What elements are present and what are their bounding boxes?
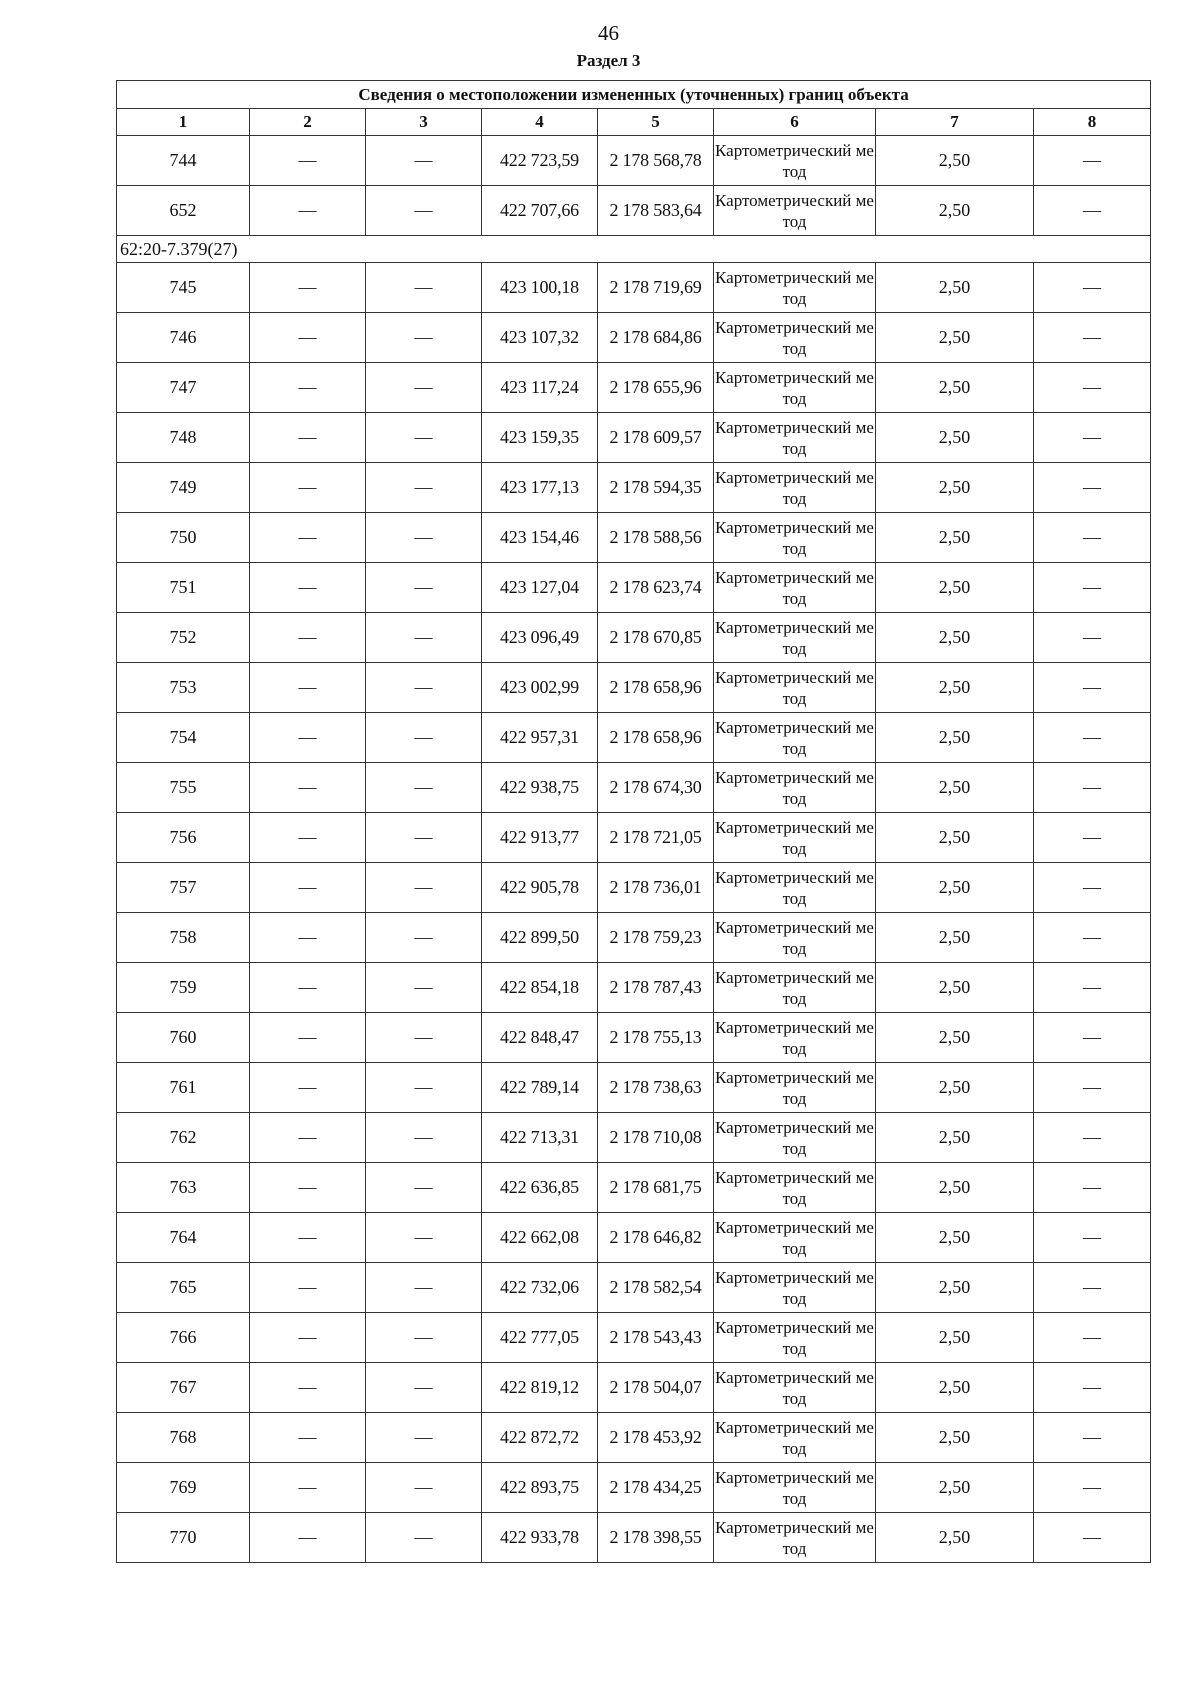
accuracy-cell: 2,50 <box>876 1213 1034 1263</box>
x-coordinate-cell: 422 662,08 <box>482 1213 598 1263</box>
point-number-cell: 652 <box>117 186 250 236</box>
table-row <box>117 863 1151 913</box>
method-cell: Картометрический метод <box>714 413 876 463</box>
col3-cell: — <box>366 313 482 363</box>
method-cell: Картометрический метод <box>714 813 876 863</box>
method-cell: Картометрический метод <box>714 1413 876 1463</box>
method-cell: Картометрический метод <box>714 1363 876 1413</box>
col2-cell: — <box>250 1363 366 1413</box>
y-coordinate-cell: 2 178 453,92 <box>598 1413 714 1463</box>
method-cell: Картометрический метод <box>714 263 876 313</box>
x-coordinate-cell: 422 789,14 <box>482 1063 598 1113</box>
column-header: 1 <box>117 109 250 136</box>
col8-cell: — <box>1034 1263 1151 1313</box>
col2-cell: — <box>250 1063 366 1113</box>
col3-cell: — <box>366 413 482 463</box>
col3-cell: — <box>366 263 482 313</box>
accuracy-cell: 2,50 <box>876 136 1034 186</box>
point-number-cell: 748 <box>117 413 250 463</box>
col2-cell: — <box>250 1313 366 1363</box>
point-number-cell: 765 <box>117 1263 250 1313</box>
method-cell: Картометрический метод <box>714 1063 876 1113</box>
accuracy-cell: 2,50 <box>876 413 1034 463</box>
table-row <box>117 663 1151 713</box>
col8-cell: — <box>1034 613 1151 663</box>
point-number-cell: 763 <box>117 1163 250 1213</box>
table-row <box>117 363 1151 413</box>
accuracy-cell: 2,50 <box>876 1163 1034 1213</box>
point-number-cell: 756 <box>117 813 250 863</box>
table-row <box>117 1213 1151 1263</box>
point-number-cell: 745 <box>117 263 250 313</box>
table-row <box>117 763 1151 813</box>
col8-cell: — <box>1034 263 1151 313</box>
accuracy-cell: 2,50 <box>876 1113 1034 1163</box>
x-coordinate-cell: 422 899,50 <box>482 913 598 963</box>
y-coordinate-cell: 2 178 398,55 <box>598 1513 714 1563</box>
y-coordinate-cell: 2 178 583,64 <box>598 186 714 236</box>
page-number: 46 <box>598 21 619 45</box>
col3-cell: — <box>366 913 482 963</box>
y-coordinate-cell: 2 178 736,01 <box>598 863 714 913</box>
x-coordinate-cell: 422 723,59 <box>482 136 598 186</box>
column-header: 5 <box>598 109 714 136</box>
accuracy-cell: 2,50 <box>876 663 1034 713</box>
method-cell: Картометрический метод <box>714 763 876 813</box>
col3-cell: — <box>366 663 482 713</box>
point-number-cell: 757 <box>117 863 250 913</box>
y-coordinate-cell: 2 178 719,69 <box>598 263 714 313</box>
col8-cell: — <box>1034 1063 1151 1113</box>
column-header: 4 <box>482 109 598 136</box>
col8-cell: — <box>1034 513 1151 563</box>
x-coordinate-cell: 423 154,46 <box>482 513 598 563</box>
col8-cell: — <box>1034 1213 1151 1263</box>
col3-cell: — <box>366 763 482 813</box>
method-cell: Картометрический метод <box>714 713 876 763</box>
method-cell: Картометрический метод <box>714 513 876 563</box>
col8-cell: — <box>1034 1113 1151 1163</box>
x-coordinate-cell: 422 854,18 <box>482 963 598 1013</box>
table-row <box>117 1313 1151 1363</box>
x-coordinate-cell: 422 713,31 <box>482 1113 598 1163</box>
accuracy-cell: 2,50 <box>876 463 1034 513</box>
y-coordinate-cell: 2 178 568,78 <box>598 136 714 186</box>
col8-cell: — <box>1034 463 1151 513</box>
col8-cell: — <box>1034 1513 1151 1563</box>
accuracy-cell: 2,50 <box>876 1463 1034 1513</box>
point-number-cell: 768 <box>117 1413 250 1463</box>
col2-cell: — <box>250 1113 366 1163</box>
point-number-cell: 762 <box>117 1113 250 1163</box>
col3-cell: — <box>366 1463 482 1513</box>
x-coordinate-cell: 422 872,72 <box>482 1413 598 1463</box>
method-cell: Картометрический метод <box>714 963 876 1013</box>
table-row <box>117 913 1151 963</box>
x-coordinate-cell: 423 117,24 <box>482 363 598 413</box>
x-coordinate-cell: 422 913,77 <box>482 813 598 863</box>
col2-cell: — <box>250 1163 366 1213</box>
col3-cell: — <box>366 1013 482 1063</box>
x-coordinate-cell: 422 732,06 <box>482 1263 598 1313</box>
col2-cell: — <box>250 513 366 563</box>
y-coordinate-cell: 2 178 670,85 <box>598 613 714 663</box>
table-row <box>117 613 1151 663</box>
col8-cell: — <box>1034 1463 1151 1513</box>
accuracy-cell: 2,50 <box>876 313 1034 363</box>
accuracy-cell: 2,50 <box>876 363 1034 413</box>
table-title: Сведения о местоположении измененных (уточненных) границ объекта <box>117 81 1151 109</box>
col2-cell: — <box>250 663 366 713</box>
accuracy-cell: 2,50 <box>876 263 1034 313</box>
accuracy-cell: 2,50 <box>876 563 1034 613</box>
table-row <box>117 1063 1151 1113</box>
col8-cell: — <box>1034 913 1151 963</box>
column-header: 7 <box>876 109 1034 136</box>
col8-cell: — <box>1034 186 1151 236</box>
x-coordinate-cell: 422 707,66 <box>482 186 598 236</box>
x-coordinate-cell: 422 957,31 <box>482 713 598 763</box>
table-row <box>117 1413 1151 1463</box>
y-coordinate-cell: 2 178 658,96 <box>598 713 714 763</box>
method-cell: Картометрический метод <box>714 1313 876 1363</box>
point-number-cell: 755 <box>117 763 250 813</box>
method-cell: Картометрический метод <box>714 1463 876 1513</box>
y-coordinate-cell: 2 178 681,75 <box>598 1163 714 1213</box>
method-cell: Картометрический метод <box>714 913 876 963</box>
col8-cell: — <box>1034 1163 1151 1213</box>
col8-cell: — <box>1034 813 1151 863</box>
point-number-cell: 761 <box>117 1063 250 1113</box>
point-number-cell: 769 <box>117 1463 250 1513</box>
point-number-cell: 750 <box>117 513 250 563</box>
accuracy-cell: 2,50 <box>876 1013 1034 1063</box>
table-row <box>117 563 1151 613</box>
col2-cell: — <box>250 1013 366 1063</box>
accuracy-cell: 2,50 <box>876 513 1034 563</box>
accuracy-cell: 2,50 <box>876 1263 1034 1313</box>
col2-cell: — <box>250 863 366 913</box>
col2-cell: — <box>250 313 366 363</box>
table-row <box>117 513 1151 563</box>
col8-cell: — <box>1034 1013 1151 1063</box>
y-coordinate-cell: 2 178 434,25 <box>598 1463 714 1513</box>
accuracy-cell: 2,50 <box>876 1363 1034 1413</box>
x-coordinate-cell: 423 100,18 <box>482 263 598 313</box>
col2-cell: — <box>250 813 366 863</box>
x-coordinate-cell: 422 636,85 <box>482 1163 598 1213</box>
y-coordinate-cell: 2 178 543,43 <box>598 1313 714 1363</box>
point-number-cell: 770 <box>117 1513 250 1563</box>
col8-cell: — <box>1034 1363 1151 1413</box>
y-coordinate-cell: 2 178 684,86 <box>598 313 714 363</box>
x-coordinate-cell: 423 096,49 <box>482 613 598 663</box>
col8-cell: — <box>1034 863 1151 913</box>
accuracy-cell: 2,50 <box>876 813 1034 863</box>
y-coordinate-cell: 2 178 588,56 <box>598 513 714 563</box>
accuracy-cell: 2,50 <box>876 1513 1034 1563</box>
col3-cell: — <box>366 513 482 563</box>
x-coordinate-cell: 422 933,78 <box>482 1513 598 1563</box>
point-number-cell: 753 <box>117 663 250 713</box>
y-coordinate-cell: 2 178 655,96 <box>598 363 714 413</box>
column-header: 2 <box>250 109 366 136</box>
method-cell: Картометрический метод <box>714 1113 876 1163</box>
method-cell: Картометрический метод <box>714 463 876 513</box>
table-row <box>117 1163 1151 1213</box>
table-row <box>117 1113 1151 1163</box>
y-coordinate-cell: 2 178 738,63 <box>598 1063 714 1113</box>
col3-cell: — <box>366 563 482 613</box>
method-cell: Картометрический метод <box>714 1163 876 1213</box>
section-title: Раздел 3 <box>576 51 641 70</box>
col3-cell: — <box>366 136 482 186</box>
group-label: 62:20-7.379(27) <box>117 236 1151 263</box>
point-number-cell: 754 <box>117 713 250 763</box>
method-cell: Картометрический метод <box>714 363 876 413</box>
table-row <box>117 813 1151 863</box>
table-row <box>117 186 1151 236</box>
y-coordinate-cell: 2 178 582,54 <box>598 1263 714 1313</box>
col3-cell: — <box>366 963 482 1013</box>
col2-cell: — <box>250 613 366 663</box>
table-row <box>117 1263 1151 1313</box>
method-cell: Картометрический метод <box>714 1513 876 1563</box>
col3-cell: — <box>366 863 482 913</box>
method-cell: Картометрический метод <box>714 663 876 713</box>
table-row <box>117 313 1151 363</box>
accuracy-cell: 2,50 <box>876 963 1034 1013</box>
y-coordinate-cell: 2 178 721,05 <box>598 813 714 863</box>
y-coordinate-cell: 2 178 759,23 <box>598 913 714 963</box>
table-header-row <box>117 109 1151 136</box>
y-coordinate-cell: 2 178 646,82 <box>598 1213 714 1263</box>
col2-cell: — <box>250 963 366 1013</box>
col2-cell: — <box>250 1513 366 1563</box>
col8-cell: — <box>1034 313 1151 363</box>
col2-cell: — <box>250 136 366 186</box>
col2-cell: — <box>250 763 366 813</box>
method-cell: Картометрический метод <box>714 863 876 913</box>
col3-cell: — <box>366 1113 482 1163</box>
method-cell: Картометрический метод <box>714 563 876 613</box>
point-number-cell: 760 <box>117 1013 250 1063</box>
col2-cell: — <box>250 1463 366 1513</box>
method-cell: Картометрический метод <box>714 136 876 186</box>
col8-cell: — <box>1034 1413 1151 1463</box>
col3-cell: — <box>366 1413 482 1463</box>
col3-cell: — <box>366 613 482 663</box>
y-coordinate-cell: 2 178 755,13 <box>598 1013 714 1063</box>
table-body <box>117 136 1151 1563</box>
col2-cell: — <box>250 463 366 513</box>
accuracy-cell: 2,50 <box>876 1413 1034 1463</box>
x-coordinate-cell: 423 107,32 <box>482 313 598 363</box>
table-title-row <box>117 81 1151 109</box>
y-coordinate-cell: 2 178 504,07 <box>598 1363 714 1413</box>
accuracy-cell: 2,50 <box>876 1063 1034 1113</box>
col2-cell: — <box>250 1413 366 1463</box>
table-row <box>117 1513 1151 1563</box>
col3-cell: — <box>366 813 482 863</box>
x-coordinate-cell: 423 127,04 <box>482 563 598 613</box>
accuracy-cell: 2,50 <box>876 613 1034 663</box>
x-coordinate-cell: 423 177,13 <box>482 463 598 513</box>
col3-cell: — <box>366 1213 482 1263</box>
method-cell: Картометрический метод <box>714 1213 876 1263</box>
point-number-cell: 751 <box>117 563 250 613</box>
method-cell: Картометрический метод <box>714 1263 876 1313</box>
col8-cell: — <box>1034 1313 1151 1363</box>
col2-cell: — <box>250 1263 366 1313</box>
table-row <box>117 1013 1151 1063</box>
accuracy-cell: 2,50 <box>876 186 1034 236</box>
table-row <box>117 963 1151 1013</box>
accuracy-cell: 2,50 <box>876 913 1034 963</box>
y-coordinate-cell: 2 178 609,57 <box>598 413 714 463</box>
col3-cell: — <box>366 1063 482 1113</box>
x-coordinate-cell: 422 848,47 <box>482 1013 598 1063</box>
point-number-cell: 747 <box>117 363 250 413</box>
col8-cell: — <box>1034 413 1151 463</box>
table-row <box>117 463 1151 513</box>
point-number-cell: 767 <box>117 1363 250 1413</box>
accuracy-cell: 2,50 <box>876 763 1034 813</box>
x-coordinate-cell: 422 938,75 <box>482 763 598 813</box>
col8-cell: — <box>1034 713 1151 763</box>
col2-cell: — <box>250 913 366 963</box>
col3-cell: — <box>366 1513 482 1563</box>
x-coordinate-cell: 422 905,78 <box>482 863 598 913</box>
col8-cell: — <box>1034 363 1151 413</box>
col2-cell: — <box>250 186 366 236</box>
x-coordinate-cell: 422 777,05 <box>482 1313 598 1363</box>
table-row <box>117 263 1151 313</box>
x-coordinate-cell: 423 002,99 <box>482 663 598 713</box>
table-row <box>117 1363 1151 1413</box>
col2-cell: — <box>250 363 366 413</box>
col8-cell: — <box>1034 663 1151 713</box>
col2-cell: — <box>250 1213 366 1263</box>
y-coordinate-cell: 2 178 674,30 <box>598 763 714 813</box>
col8-cell: — <box>1034 963 1151 1013</box>
col3-cell: — <box>366 1363 482 1413</box>
column-header: 8 <box>1034 109 1151 136</box>
col3-cell: — <box>366 1263 482 1313</box>
col8-cell: — <box>1034 763 1151 813</box>
col2-cell: — <box>250 263 366 313</box>
col8-cell: — <box>1034 136 1151 186</box>
point-number-cell: 764 <box>117 1213 250 1263</box>
y-coordinate-cell: 2 178 658,96 <box>598 663 714 713</box>
point-number-cell: 758 <box>117 913 250 963</box>
x-coordinate-cell: 422 819,12 <box>482 1363 598 1413</box>
x-coordinate-cell: 423 159,35 <box>482 413 598 463</box>
method-cell: Картометрический метод <box>714 186 876 236</box>
col2-cell: — <box>250 413 366 463</box>
y-coordinate-cell: 2 178 594,35 <box>598 463 714 513</box>
col2-cell: — <box>250 563 366 613</box>
col3-cell: — <box>366 363 482 413</box>
col3-cell: — <box>366 713 482 763</box>
point-number-cell: 759 <box>117 963 250 1013</box>
table-row <box>117 713 1151 763</box>
method-cell: Картометрический метод <box>714 1013 876 1063</box>
table-row <box>117 136 1151 186</box>
y-coordinate-cell: 2 178 710,08 <box>598 1113 714 1163</box>
col3-cell: — <box>366 186 482 236</box>
x-coordinate-cell: 422 893,75 <box>482 1463 598 1513</box>
group-row <box>117 236 1151 263</box>
point-number-cell: 766 <box>117 1313 250 1363</box>
column-header: 6 <box>714 109 876 136</box>
y-coordinate-cell: 2 178 623,74 <box>598 563 714 613</box>
col3-cell: — <box>366 463 482 513</box>
point-number-cell: 752 <box>117 613 250 663</box>
col3-cell: — <box>366 1313 482 1363</box>
table-row <box>117 413 1151 463</box>
method-cell: Картометрический метод <box>714 613 876 663</box>
col2-cell: — <box>250 713 366 763</box>
accuracy-cell: 2,50 <box>876 1313 1034 1363</box>
column-header: 3 <box>366 109 482 136</box>
point-number-cell: 749 <box>117 463 250 513</box>
y-coordinate-cell: 2 178 787,43 <box>598 963 714 1013</box>
point-number-cell: 744 <box>117 136 250 186</box>
col3-cell: — <box>366 1163 482 1213</box>
point-number-cell: 746 <box>117 313 250 363</box>
table-row <box>117 1463 1151 1513</box>
accuracy-cell: 2,50 <box>876 863 1034 913</box>
boundary-coordinates-table <box>116 80 1151 1563</box>
col8-cell: — <box>1034 563 1151 613</box>
method-cell: Картометрический метод <box>714 313 876 363</box>
accuracy-cell: 2,50 <box>876 713 1034 763</box>
